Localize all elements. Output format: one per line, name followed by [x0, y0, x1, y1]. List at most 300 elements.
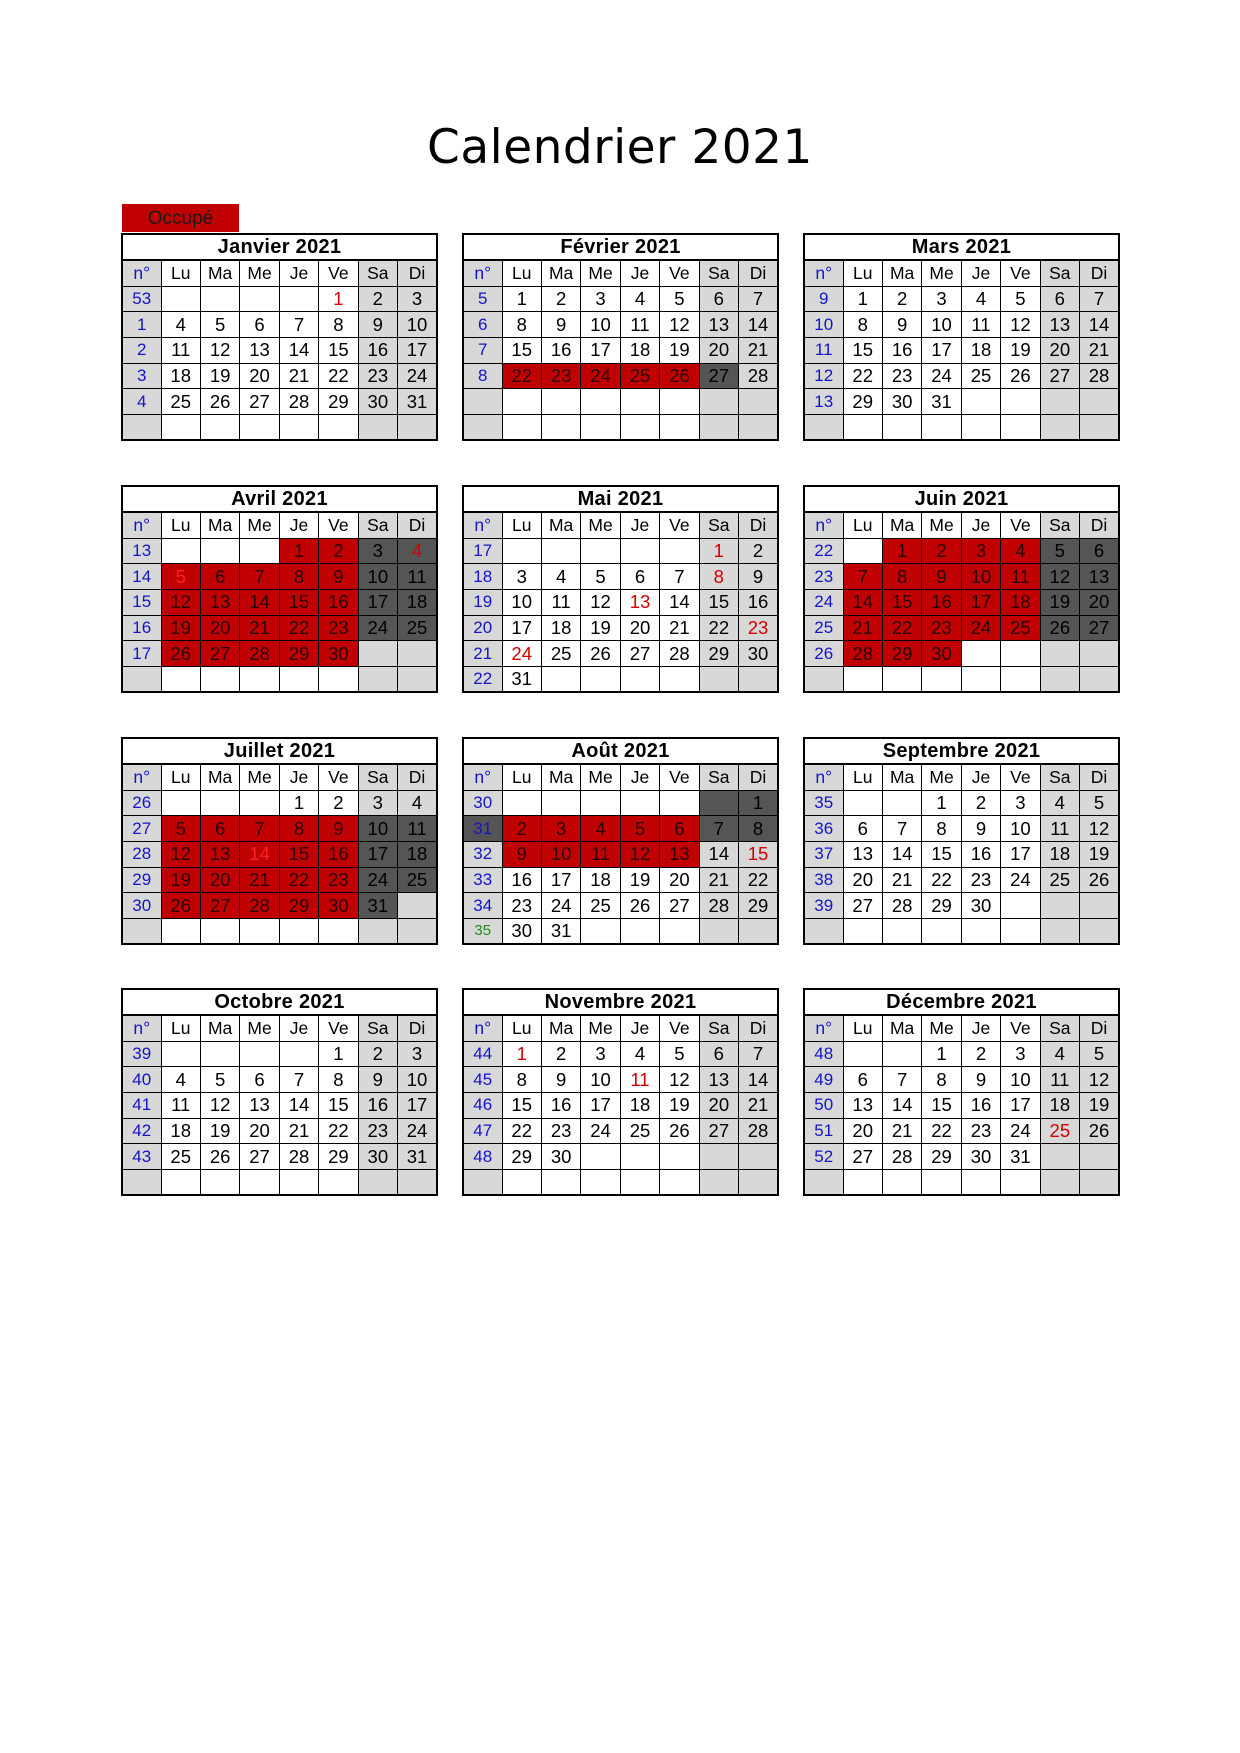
day-cell[interactable] [882, 1041, 921, 1067]
day-cell[interactable] [1080, 667, 1119, 693]
day-cell[interactable]: 30 [541, 1144, 580, 1170]
day-cell[interactable] [358, 667, 397, 693]
day-cell[interactable]: 10 [358, 564, 397, 590]
day-cell[interactable]: 31 [541, 919, 580, 945]
day-cell[interactable]: 15 [319, 338, 358, 364]
day-cell[interactable]: 13 [1080, 564, 1119, 590]
day-cell[interactable] [279, 415, 318, 441]
day-cell[interactable]: 4 [161, 1067, 200, 1093]
day-cell[interactable]: 23 [739, 615, 778, 641]
day-cell[interactable] [1040, 415, 1079, 441]
day-cell[interactable] [240, 1170, 279, 1196]
day-cell[interactable] [739, 415, 778, 441]
day-cell[interactable]: 1 [279, 790, 318, 816]
day-cell[interactable]: 28 [739, 363, 778, 389]
day-cell[interactable]: 11 [398, 564, 437, 590]
day-cell[interactable]: 29 [319, 1144, 358, 1170]
day-cell[interactable] [240, 790, 279, 816]
day-cell[interactable]: 24 [541, 893, 580, 919]
day-cell[interactable]: 20 [240, 1118, 279, 1144]
day-cell[interactable] [161, 667, 200, 693]
day-cell[interactable]: 18 [161, 363, 200, 389]
day-cell[interactable]: 24 [358, 867, 397, 893]
day-cell[interactable] [240, 919, 279, 945]
day-cell[interactable] [1080, 919, 1119, 945]
day-cell[interactable]: 16 [541, 1093, 580, 1119]
day-cell[interactable]: 28 [240, 641, 279, 667]
day-cell[interactable]: 12 [200, 1093, 239, 1119]
day-cell[interactable]: 20 [620, 615, 659, 641]
day-cell[interactable]: 25 [620, 363, 659, 389]
day-cell[interactable]: 21 [843, 615, 882, 641]
day-cell[interactable] [1040, 919, 1079, 945]
day-cell[interactable]: 13 [1040, 312, 1079, 338]
day-cell[interactable]: 8 [843, 312, 882, 338]
day-cell[interactable]: 19 [1001, 338, 1040, 364]
day-cell[interactable] [358, 1170, 397, 1196]
day-cell[interactable] [1001, 919, 1040, 945]
day-cell[interactable]: 3 [1001, 1041, 1040, 1067]
day-cell[interactable] [319, 667, 358, 693]
day-cell[interactable]: 24 [1001, 1118, 1040, 1144]
day-cell[interactable] [240, 538, 279, 564]
day-cell[interactable]: 17 [398, 1093, 437, 1119]
day-cell[interactable]: 8 [319, 312, 358, 338]
day-cell[interactable] [279, 667, 318, 693]
day-cell[interactable]: 10 [398, 312, 437, 338]
day-cell[interactable]: 31 [502, 667, 541, 693]
day-cell[interactable]: 23 [502, 893, 541, 919]
day-cell[interactable] [699, 919, 738, 945]
day-cell[interactable]: 24 [961, 615, 1000, 641]
day-cell[interactable] [200, 919, 239, 945]
day-cell[interactable]: 25 [620, 1118, 659, 1144]
day-cell[interactable]: 25 [398, 615, 437, 641]
day-cell[interactable]: 17 [922, 338, 961, 364]
day-cell[interactable]: 5 [581, 564, 620, 590]
day-cell[interactable] [1001, 667, 1040, 693]
day-cell[interactable]: 19 [660, 338, 699, 364]
day-cell[interactable] [961, 641, 1000, 667]
day-cell[interactable]: 23 [541, 363, 580, 389]
day-cell[interactable]: 12 [161, 842, 200, 868]
day-cell[interactable]: 26 [1080, 1118, 1119, 1144]
day-cell[interactable]: 2 [502, 816, 541, 842]
day-cell[interactable]: 18 [161, 1118, 200, 1144]
day-cell[interactable]: 20 [699, 1093, 738, 1119]
day-cell[interactable]: 30 [358, 1144, 397, 1170]
day-cell[interactable] [581, 538, 620, 564]
day-cell[interactable]: 17 [541, 867, 580, 893]
day-cell[interactable]: 23 [358, 1118, 397, 1144]
day-cell[interactable]: 2 [358, 286, 397, 312]
day-cell[interactable]: 13 [200, 590, 239, 616]
day-cell[interactable]: 16 [319, 842, 358, 868]
day-cell[interactable] [1001, 389, 1040, 415]
day-cell[interactable] [699, 667, 738, 693]
day-cell[interactable]: 16 [739, 590, 778, 616]
day-cell[interactable]: 29 [922, 893, 961, 919]
day-cell[interactable]: 28 [843, 641, 882, 667]
day-cell[interactable]: 9 [319, 816, 358, 842]
day-cell[interactable]: 14 [843, 590, 882, 616]
day-cell[interactable]: 7 [1080, 286, 1119, 312]
day-cell[interactable]: 15 [739, 842, 778, 868]
day-cell[interactable]: 14 [882, 1093, 921, 1119]
day-cell[interactable] [358, 641, 397, 667]
day-cell[interactable]: 11 [161, 338, 200, 364]
day-cell[interactable]: 29 [739, 893, 778, 919]
day-cell[interactable]: 17 [502, 615, 541, 641]
day-cell[interactable] [541, 667, 580, 693]
day-cell[interactable]: 6 [240, 312, 279, 338]
day-cell[interactable]: 7 [699, 816, 738, 842]
day-cell[interactable]: 29 [502, 1144, 541, 1170]
day-cell[interactable]: 24 [398, 1118, 437, 1144]
day-cell[interactable]: 9 [961, 816, 1000, 842]
day-cell[interactable]: 19 [660, 1093, 699, 1119]
day-cell[interactable]: 13 [699, 312, 738, 338]
day-cell[interactable]: 4 [620, 286, 659, 312]
day-cell[interactable]: 5 [1040, 538, 1079, 564]
day-cell[interactable]: 9 [922, 564, 961, 590]
day-cell[interactable] [398, 1170, 437, 1196]
day-cell[interactable]: 3 [922, 286, 961, 312]
day-cell[interactable]: 3 [502, 564, 541, 590]
day-cell[interactable]: 5 [161, 564, 200, 590]
day-cell[interactable]: 25 [1001, 615, 1040, 641]
day-cell[interactable]: 6 [1080, 538, 1119, 564]
day-cell[interactable]: 7 [660, 564, 699, 590]
day-cell[interactable]: 27 [843, 1144, 882, 1170]
day-cell[interactable] [660, 415, 699, 441]
day-cell[interactable]: 12 [620, 842, 659, 868]
day-cell[interactable]: 10 [581, 312, 620, 338]
day-cell[interactable]: 26 [161, 641, 200, 667]
day-cell[interactable]: 19 [1080, 842, 1119, 868]
day-cell[interactable]: 16 [358, 1093, 397, 1119]
day-cell[interactable]: 5 [1080, 1041, 1119, 1067]
day-cell[interactable] [240, 415, 279, 441]
day-cell[interactable]: 4 [1040, 790, 1079, 816]
day-cell[interactable]: 12 [161, 590, 200, 616]
day-cell[interactable] [699, 415, 738, 441]
day-cell[interactable] [620, 1170, 659, 1196]
day-cell[interactable]: 19 [200, 363, 239, 389]
day-cell[interactable] [1001, 1170, 1040, 1196]
day-cell[interactable]: 2 [922, 538, 961, 564]
day-cell[interactable] [502, 1170, 541, 1196]
day-cell[interactable]: 16 [961, 1093, 1000, 1119]
day-cell[interactable]: 12 [660, 312, 699, 338]
day-cell[interactable]: 16 [882, 338, 921, 364]
day-cell[interactable]: 25 [1040, 867, 1079, 893]
day-cell[interactable]: 23 [358, 363, 397, 389]
day-cell[interactable] [240, 286, 279, 312]
day-cell[interactable] [660, 919, 699, 945]
day-cell[interactable] [660, 667, 699, 693]
day-cell[interactable]: 7 [882, 816, 921, 842]
day-cell[interactable]: 5 [1080, 790, 1119, 816]
day-cell[interactable]: 1 [279, 538, 318, 564]
day-cell[interactable]: 15 [319, 1093, 358, 1119]
day-cell[interactable]: 16 [541, 338, 580, 364]
day-cell[interactable] [660, 1144, 699, 1170]
day-cell[interactable]: 1 [922, 790, 961, 816]
day-cell[interactable] [1040, 667, 1079, 693]
day-cell[interactable]: 22 [843, 363, 882, 389]
day-cell[interactable]: 21 [739, 338, 778, 364]
day-cell[interactable] [843, 790, 882, 816]
day-cell[interactable]: 31 [1001, 1144, 1040, 1170]
day-cell[interactable]: 9 [358, 312, 397, 338]
day-cell[interactable] [699, 1144, 738, 1170]
day-cell[interactable]: 23 [922, 615, 961, 641]
day-cell[interactable]: 28 [882, 1144, 921, 1170]
day-cell[interactable]: 10 [1001, 1067, 1040, 1093]
day-cell[interactable] [502, 538, 541, 564]
day-cell[interactable]: 19 [581, 615, 620, 641]
day-cell[interactable] [541, 1170, 580, 1196]
day-cell[interactable]: 18 [398, 590, 437, 616]
day-cell[interactable]: 27 [660, 893, 699, 919]
day-cell[interactable]: 25 [541, 641, 580, 667]
day-cell[interactable]: 23 [319, 615, 358, 641]
day-cell[interactable]: 5 [660, 286, 699, 312]
day-cell[interactable] [581, 415, 620, 441]
day-cell[interactable]: 31 [358, 893, 397, 919]
day-cell[interactable]: 12 [1080, 816, 1119, 842]
day-cell[interactable]: 25 [161, 389, 200, 415]
day-cell[interactable]: 6 [699, 286, 738, 312]
day-cell[interactable]: 30 [961, 1144, 1000, 1170]
day-cell[interactable]: 4 [161, 312, 200, 338]
day-cell[interactable]: 22 [319, 363, 358, 389]
day-cell[interactable] [660, 790, 699, 816]
day-cell[interactable] [739, 667, 778, 693]
day-cell[interactable]: 15 [279, 842, 318, 868]
day-cell[interactable]: 30 [882, 389, 921, 415]
day-cell[interactable]: 20 [843, 867, 882, 893]
day-cell[interactable] [541, 389, 580, 415]
day-cell[interactable] [358, 919, 397, 945]
day-cell[interactable] [843, 1170, 882, 1196]
day-cell[interactable]: 3 [398, 1041, 437, 1067]
day-cell[interactable]: 21 [660, 615, 699, 641]
day-cell[interactable]: 6 [699, 1041, 738, 1067]
day-cell[interactable]: 21 [240, 615, 279, 641]
day-cell[interactable]: 26 [1001, 363, 1040, 389]
day-cell[interactable] [843, 538, 882, 564]
day-cell[interactable] [161, 1170, 200, 1196]
day-cell[interactable]: 13 [699, 1067, 738, 1093]
day-cell[interactable]: 22 [319, 1118, 358, 1144]
day-cell[interactable]: 17 [1001, 1093, 1040, 1119]
day-cell[interactable]: 22 [922, 867, 961, 893]
day-cell[interactable]: 9 [358, 1067, 397, 1093]
day-cell[interactable]: 14 [739, 312, 778, 338]
day-cell[interactable]: 22 [279, 615, 318, 641]
day-cell[interactable]: 3 [398, 286, 437, 312]
day-cell[interactable]: 6 [843, 816, 882, 842]
day-cell[interactable] [922, 667, 961, 693]
day-cell[interactable]: 2 [541, 286, 580, 312]
day-cell[interactable]: 22 [502, 1118, 541, 1144]
day-cell[interactable]: 27 [620, 641, 659, 667]
day-cell[interactable] [620, 667, 659, 693]
day-cell[interactable]: 9 [739, 564, 778, 590]
day-cell[interactable] [279, 1170, 318, 1196]
day-cell[interactable]: 21 [240, 867, 279, 893]
day-cell[interactable] [620, 538, 659, 564]
day-cell[interactable]: 12 [660, 1067, 699, 1093]
day-cell[interactable]: 10 [358, 816, 397, 842]
day-cell[interactable] [358, 415, 397, 441]
day-cell[interactable] [660, 1170, 699, 1196]
day-cell[interactable]: 6 [1040, 286, 1079, 312]
day-cell[interactable]: 24 [398, 363, 437, 389]
day-cell[interactable]: 27 [1080, 615, 1119, 641]
day-cell[interactable]: 30 [739, 641, 778, 667]
day-cell[interactable] [961, 919, 1000, 945]
day-cell[interactable] [739, 389, 778, 415]
day-cell[interactable]: 16 [502, 867, 541, 893]
day-cell[interactable]: 24 [581, 363, 620, 389]
day-cell[interactable]: 28 [240, 893, 279, 919]
day-cell[interactable]: 14 [240, 590, 279, 616]
day-cell[interactable] [200, 667, 239, 693]
day-cell[interactable]: 25 [161, 1144, 200, 1170]
day-cell[interactable]: 2 [882, 286, 921, 312]
day-cell[interactable]: 4 [1001, 538, 1040, 564]
day-cell[interactable] [1040, 1144, 1079, 1170]
day-cell[interactable] [240, 667, 279, 693]
day-cell[interactable] [620, 790, 659, 816]
day-cell[interactable] [699, 389, 738, 415]
day-cell[interactable]: 2 [961, 1041, 1000, 1067]
day-cell[interactable]: 26 [161, 893, 200, 919]
day-cell[interactable] [398, 667, 437, 693]
day-cell[interactable] [581, 919, 620, 945]
day-cell[interactable]: 20 [200, 615, 239, 641]
day-cell[interactable] [1040, 1170, 1079, 1196]
day-cell[interactable] [922, 415, 961, 441]
day-cell[interactable]: 23 [961, 1118, 1000, 1144]
day-cell[interactable]: 1 [882, 538, 921, 564]
day-cell[interactable] [660, 538, 699, 564]
day-cell[interactable]: 14 [240, 842, 279, 868]
day-cell[interactable]: 15 [843, 338, 882, 364]
day-cell[interactable] [1001, 641, 1040, 667]
day-cell[interactable]: 13 [200, 842, 239, 868]
day-cell[interactable]: 16 [922, 590, 961, 616]
day-cell[interactable]: 27 [240, 1144, 279, 1170]
day-cell[interactable]: 19 [1080, 1093, 1119, 1119]
day-cell[interactable]: 26 [200, 1144, 239, 1170]
day-cell[interactable] [1080, 415, 1119, 441]
day-cell[interactable]: 3 [581, 286, 620, 312]
day-cell[interactable]: 26 [200, 389, 239, 415]
day-cell[interactable]: 29 [843, 389, 882, 415]
day-cell[interactable]: 28 [279, 389, 318, 415]
day-cell[interactable]: 16 [319, 590, 358, 616]
day-cell[interactable] [620, 415, 659, 441]
day-cell[interactable]: 8 [319, 1067, 358, 1093]
day-cell[interactable]: 28 [739, 1118, 778, 1144]
day-cell[interactable]: 18 [1040, 1093, 1079, 1119]
day-cell[interactable]: 3 [961, 538, 1000, 564]
day-cell[interactable]: 26 [581, 641, 620, 667]
day-cell[interactable]: 8 [922, 816, 961, 842]
day-cell[interactable]: 2 [319, 790, 358, 816]
day-cell[interactable] [200, 415, 239, 441]
day-cell[interactable]: 21 [739, 1093, 778, 1119]
day-cell[interactable]: 6 [660, 816, 699, 842]
day-cell[interactable]: 20 [1040, 338, 1079, 364]
day-cell[interactable]: 28 [660, 641, 699, 667]
day-cell[interactable] [660, 389, 699, 415]
day-cell[interactable]: 31 [398, 389, 437, 415]
day-cell[interactable]: 26 [660, 1118, 699, 1144]
day-cell[interactable]: 24 [581, 1118, 620, 1144]
day-cell[interactable] [161, 919, 200, 945]
day-cell[interactable] [200, 538, 239, 564]
day-cell[interactable]: 12 [200, 338, 239, 364]
day-cell[interactable]: 10 [398, 1067, 437, 1093]
day-cell[interactable] [620, 1144, 659, 1170]
day-cell[interactable]: 10 [581, 1067, 620, 1093]
day-cell[interactable]: 20 [200, 867, 239, 893]
day-cell[interactable]: 17 [961, 590, 1000, 616]
day-cell[interactable] [200, 286, 239, 312]
day-cell[interactable]: 29 [319, 389, 358, 415]
day-cell[interactable] [398, 893, 437, 919]
day-cell[interactable]: 27 [843, 893, 882, 919]
day-cell[interactable] [161, 790, 200, 816]
day-cell[interactable]: 21 [882, 1118, 921, 1144]
day-cell[interactable]: 5 [200, 1067, 239, 1093]
day-cell[interactable] [279, 1041, 318, 1067]
day-cell[interactable]: 4 [1040, 1041, 1079, 1067]
day-cell[interactable]: 2 [739, 538, 778, 564]
day-cell[interactable]: 29 [882, 641, 921, 667]
day-cell[interactable]: 20 [699, 338, 738, 364]
day-cell[interactable] [161, 286, 200, 312]
day-cell[interactable]: 6 [240, 1067, 279, 1093]
day-cell[interactable]: 20 [1080, 590, 1119, 616]
day-cell[interactable]: 27 [240, 389, 279, 415]
day-cell[interactable]: 15 [279, 590, 318, 616]
day-cell[interactable]: 7 [882, 1067, 921, 1093]
day-cell[interactable] [161, 1041, 200, 1067]
day-cell[interactable]: 14 [739, 1067, 778, 1093]
day-cell[interactable]: 14 [882, 842, 921, 868]
day-cell[interactable]: 1 [319, 286, 358, 312]
day-cell[interactable] [1001, 415, 1040, 441]
day-cell[interactable]: 9 [961, 1067, 1000, 1093]
day-cell[interactable] [961, 389, 1000, 415]
day-cell[interactable] [1080, 641, 1119, 667]
day-cell[interactable]: 14 [279, 1093, 318, 1119]
day-cell[interactable] [161, 415, 200, 441]
day-cell[interactable]: 11 [1040, 1067, 1079, 1093]
day-cell[interactable]: 16 [358, 338, 397, 364]
day-cell[interactable] [882, 790, 921, 816]
day-cell[interactable]: 3 [1001, 790, 1040, 816]
day-cell[interactable]: 22 [922, 1118, 961, 1144]
day-cell[interactable]: 11 [581, 842, 620, 868]
day-cell[interactable] [581, 1170, 620, 1196]
